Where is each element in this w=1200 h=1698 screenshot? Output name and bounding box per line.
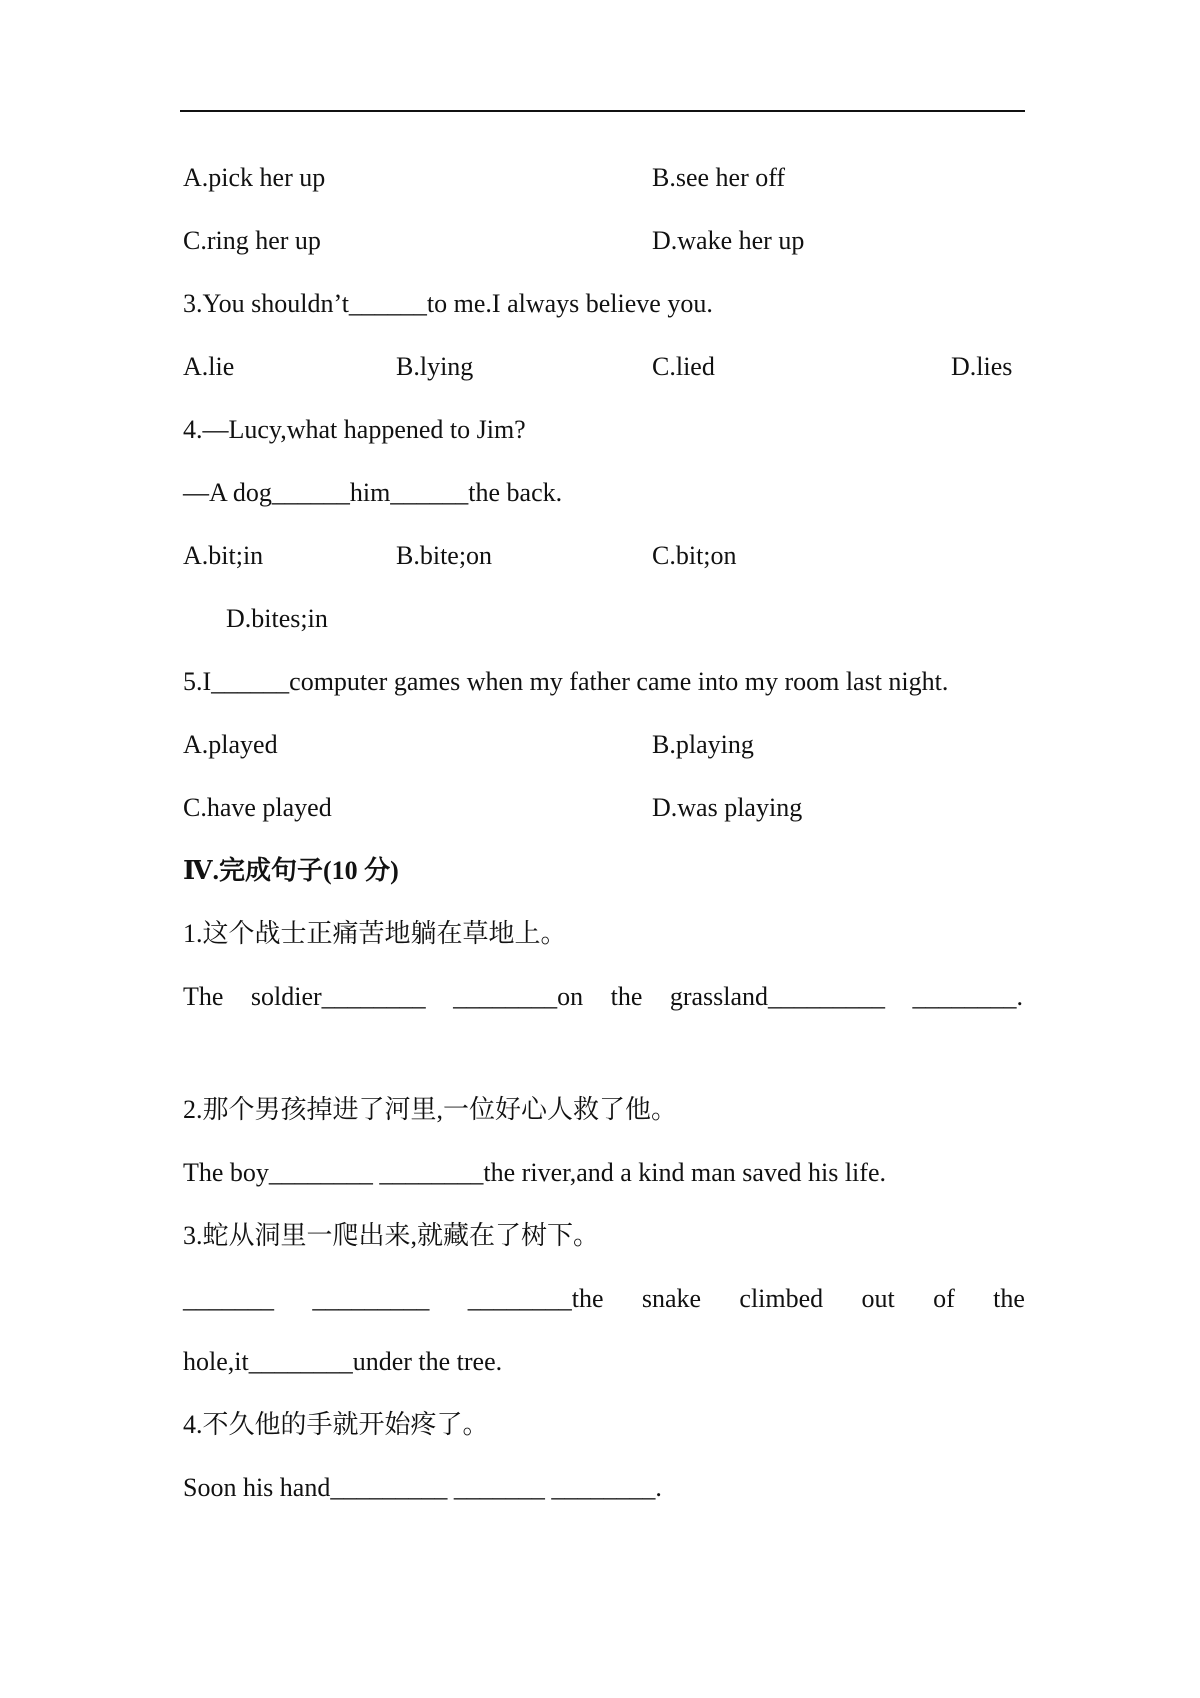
q3-option-b: B.lying <box>396 352 474 381</box>
q2-option-c: C.ring her up <box>183 226 321 255</box>
q3-option-d: D.lies <box>951 352 1013 381</box>
q3-option-a: A.lie <box>183 352 235 381</box>
s4-item1-chinese: 1.这个战士正痛苦地躺在草地上。 <box>183 919 567 948</box>
q4-option-b: B.bite;on <box>396 541 493 570</box>
q4-question: 4.—Lucy,what happened to Jim? <box>183 415 526 444</box>
word: grassland_________ <box>669 982 886 1011</box>
s4-item3-english <box>183 1283 1025 1315</box>
q5-option-c: C.have played <box>183 793 332 822</box>
word: the <box>993 1284 1025 1313</box>
section4-heading: Ⅳ.完成句子(10 分) <box>183 856 399 885</box>
word: climbed <box>739 1284 824 1313</box>
q4-option-a: A.bit;in <box>183 541 264 570</box>
header-rule <box>180 110 1025 112</box>
word: out <box>861 1284 895 1313</box>
q3-option-c: C.lied <box>652 352 715 381</box>
s4-item1-english <box>183 981 1023 1013</box>
q3-question: 3.You shouldn’t______to me.I always believe you. <box>183 289 713 318</box>
word: ________on <box>453 982 584 1011</box>
q2-option-b: B.see her off <box>652 163 786 192</box>
q5-option-b: B.playing <box>652 730 754 759</box>
q5-option-a: A.played <box>183 730 278 759</box>
q4-answer-line: —A dog______him______the back. <box>183 478 563 507</box>
word: soldier________ <box>250 982 426 1011</box>
s4-item2-chinese: 2.那个男孩掉进了河里,一位好心人救了他。 <box>183 1095 678 1124</box>
word: of <box>933 1284 955 1313</box>
q5-question: 5.I______computer games when my father came into my room last night. <box>183 667 949 696</box>
word: the <box>610 982 643 1011</box>
q4-option-c: C.bit;on <box>652 541 737 570</box>
word: ________. <box>912 982 1023 1011</box>
word: _______ <box>183 1284 274 1313</box>
q2-option-d: D.wake her up <box>652 226 805 255</box>
s4-item2-english: The boy________ ________the river,and a kind man saved his life. <box>183 1158 886 1187</box>
s4-item3-chinese: 3.蛇从洞里一爬出来,就藏在了树下。 <box>183 1221 600 1250</box>
word: The <box>183 982 224 1011</box>
q5-option-d: D.was playing <box>652 793 803 822</box>
word: _________ <box>312 1284 430 1313</box>
s4-item3-english-line2: hole,it________under the tree. <box>183 1347 503 1376</box>
s4-item4-chinese: 4.不久他的手就开始疼了。 <box>183 1410 489 1439</box>
s4-item4-english: Soon his hand_________ _______ ________. <box>183 1473 662 1502</box>
q4-option-d: D.bites;in <box>226 604 328 633</box>
word: ________the <box>467 1284 604 1313</box>
word: snake <box>641 1284 702 1313</box>
q2-option-a: A.pick her up <box>183 163 326 192</box>
